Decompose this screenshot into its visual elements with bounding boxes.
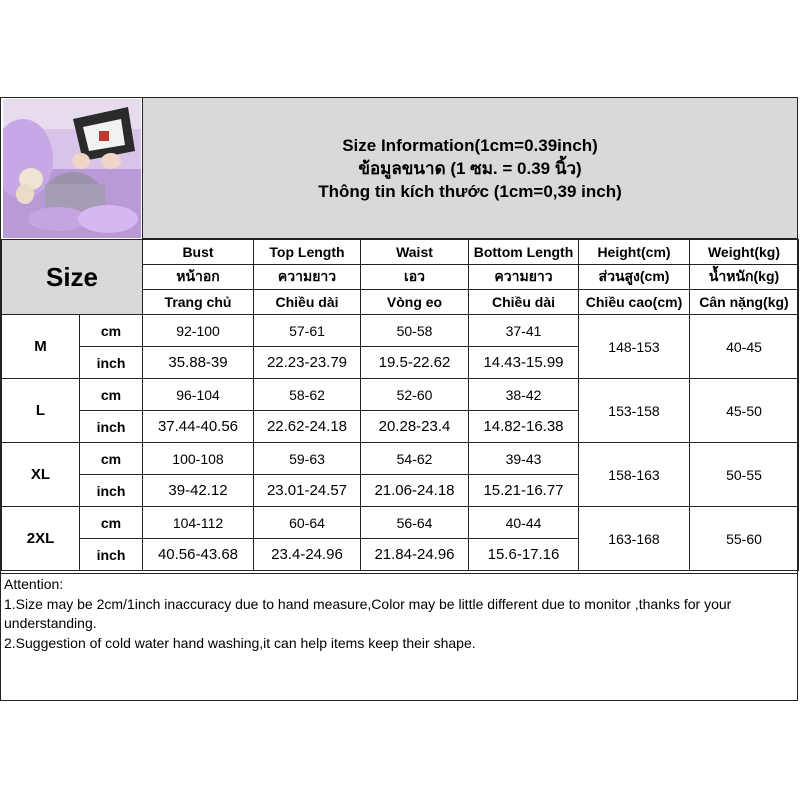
- table-cell: 22.62-24.18: [254, 411, 361, 443]
- col-header-top-length-en: Top Length: [254, 240, 361, 265]
- table-cell: 56-64: [361, 507, 469, 539]
- table-cell: 21.06-24.18: [361, 475, 469, 507]
- attention-note-1: 1.Size may be 2cm/1inch inaccuracy due to hand measure,Color may be little different due to monitor ,thanks for your understanding.: [4, 595, 732, 631]
- table-cell: 37-41: [469, 315, 579, 347]
- size-l: L: [2, 379, 80, 443]
- table-cell: 54-62: [361, 443, 469, 475]
- table-cell: 52-60: [361, 379, 469, 411]
- table-cell: 58-62: [254, 379, 361, 411]
- size-xl: XL: [2, 443, 80, 507]
- col-header-height-th: ส่วนสูง(cm): [579, 265, 690, 290]
- unit-cm: cm: [80, 379, 143, 411]
- table-cell: 23.01-24.57: [254, 475, 361, 507]
- table-cell: 20.28-23.4: [361, 411, 469, 443]
- col-header-weight-en: Weight(kg): [690, 240, 799, 265]
- col-header-top-length-vi: Chiều dài: [254, 290, 361, 315]
- attention-notes: [1, 573, 797, 700]
- size-m: M: [2, 315, 80, 379]
- table-cell: 40.56-43.68: [143, 539, 254, 571]
- unit-inch: inch: [80, 475, 143, 507]
- col-header-height-en: Height(cm): [579, 240, 690, 265]
- table-cell: 38-42: [469, 379, 579, 411]
- size-column-header: Size: [2, 240, 143, 315]
- col-header-bust-vi: Trang chủ: [143, 290, 254, 315]
- col-header-top-length-th: ความยาว: [254, 265, 361, 290]
- table-cell: 14.82-16.38: [469, 411, 579, 443]
- table-cell: 50-58: [361, 315, 469, 347]
- weight-cell: 55-60: [690, 507, 799, 571]
- col-header-waist-th: เอว: [361, 265, 469, 290]
- col-header-bust-th: หน้าอก: [143, 265, 254, 290]
- table-cell: 104-112: [143, 507, 254, 539]
- table-cell: 21.84-24.96: [361, 539, 469, 571]
- product-photo: [3, 99, 141, 238]
- table-cell: 22.23-23.79: [254, 347, 361, 379]
- table-cell: 100-108: [143, 443, 254, 475]
- col-header-weight-th: น้ำหนัก(kg): [690, 265, 799, 290]
- table-cell: 39-42.12: [143, 475, 254, 507]
- weight-cell: 40-45: [690, 315, 799, 379]
- col-header-bottom-length-th: ความยาว: [469, 265, 579, 290]
- height-cell: 158-163: [579, 443, 690, 507]
- col-header-weight-vi: Cân nặng(kg): [690, 290, 799, 315]
- col-header-waist-en: Waist: [361, 240, 469, 265]
- attention-heading: Attention:: [4, 576, 64, 592]
- table-cell: 15.6-17.16: [469, 539, 579, 571]
- col-header-bottom-length-en: Bottom Length: [469, 240, 579, 265]
- unit-cm: cm: [80, 507, 143, 539]
- table-cell: 96-104: [143, 379, 254, 411]
- table-cell: 37.44-40.56: [143, 411, 254, 443]
- table-cell: 59-63: [254, 443, 361, 475]
- col-header-height-vi: Chiều cao(cm): [579, 290, 690, 315]
- table-cell: 19.5-22.62: [361, 347, 469, 379]
- unit-cm: cm: [80, 443, 143, 475]
- size-2xl: 2XL: [2, 507, 80, 571]
- table-cell: 60-64: [254, 507, 361, 539]
- size-chart: [0, 97, 798, 701]
- col-header-waist-vi: Vòng eo: [361, 290, 469, 315]
- size-table: [1, 239, 799, 571]
- table-cell: 40-44: [469, 507, 579, 539]
- table-cell: 92-100: [143, 315, 254, 347]
- title-thai: ข้อมูลขนาด (1 ซม. = 0.39 นิ้ว): [358, 158, 582, 178]
- unit-inch: inch: [80, 411, 143, 443]
- table-cell: 35.88-39: [143, 347, 254, 379]
- attention-note-2: 2.Suggestion of cold water hand washing,it can help items keep their shape.: [4, 634, 476, 651]
- table-cell: 39-43: [469, 443, 579, 475]
- title-block: [142, 98, 797, 239]
- unit-inch: inch: [80, 539, 143, 571]
- unit-inch: inch: [80, 347, 143, 379]
- weight-cell: 50-55: [690, 443, 799, 507]
- table-cell: 23.4-24.96: [254, 539, 361, 571]
- height-cell: 153-158: [579, 379, 690, 443]
- table-cell: 57-61: [254, 315, 361, 347]
- table-cell: 15.21-16.77: [469, 475, 579, 507]
- table-cell: 14.43-15.99: [469, 347, 579, 379]
- height-cell: 148-153: [579, 315, 690, 379]
- col-header-bust-en: Bust: [143, 240, 254, 265]
- height-cell: 163-168: [579, 507, 690, 571]
- title-vietnamese: Thông tin kích thước (1cm=0,39 inch): [318, 181, 622, 201]
- weight-cell: 45-50: [690, 379, 799, 443]
- unit-cm: cm: [80, 315, 143, 347]
- col-header-bottom-length-vi: Chiều dài: [469, 290, 579, 315]
- title-english: Size Information(1cm=0.39inch): [342, 135, 598, 155]
